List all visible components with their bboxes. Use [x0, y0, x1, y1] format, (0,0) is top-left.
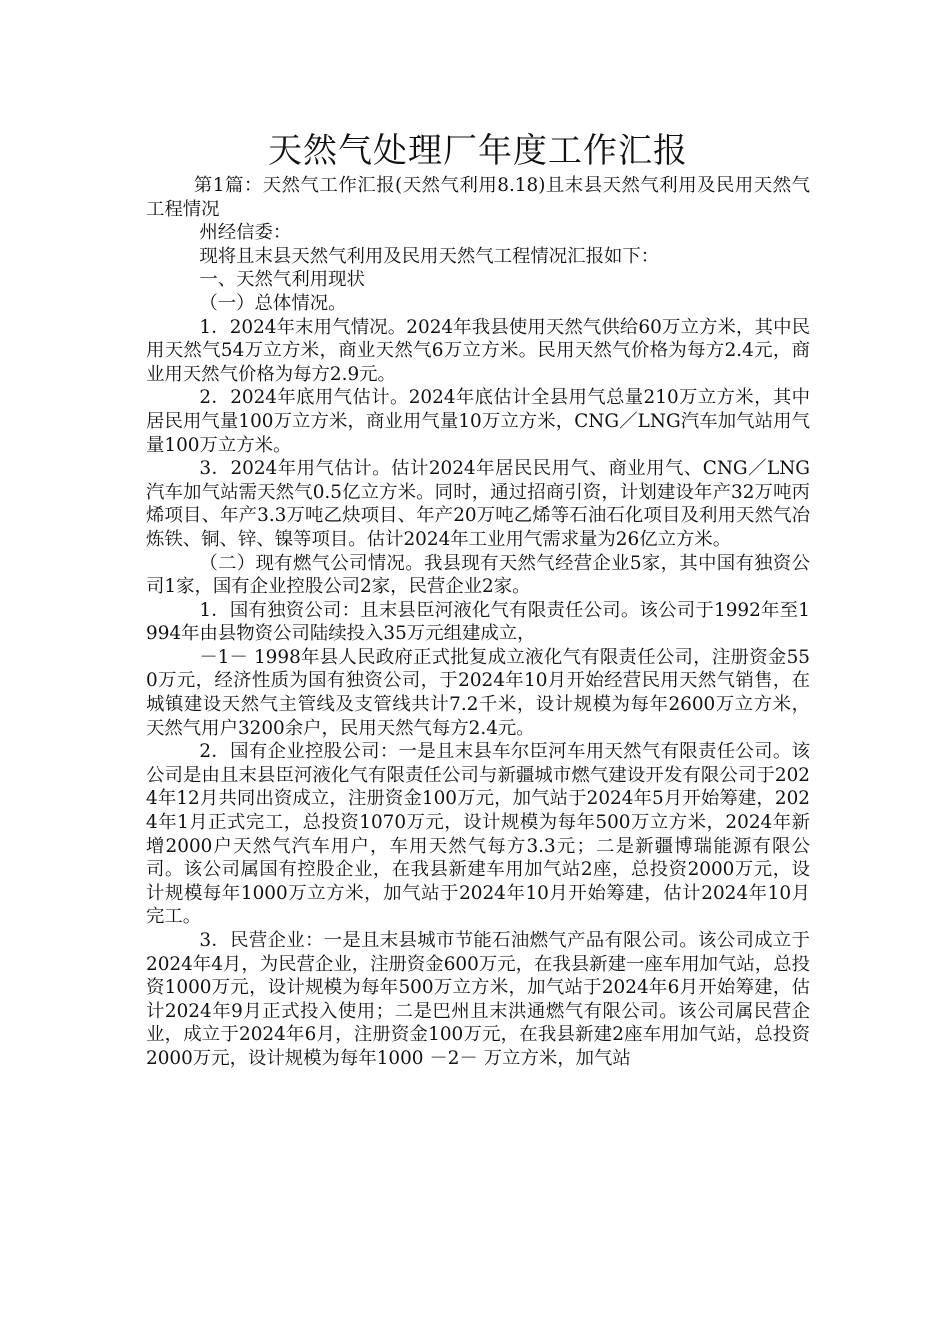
document-body: [146, 174, 810, 1071]
paragraph: 1．2024年末用气情况。2024年我县使用天然气供给60万立方米，其中民用天然气54万立方米，商业天然气6万立方米。民用天然气价格为每方2.4元，商业用天然气价格为每方2.9元。: [146, 316, 810, 385]
paragraph: 第1篇：天然气工作汇报(天然气利用8.18)且末县天然气利用及民用天然气工程情况: [146, 175, 810, 220]
paragraph: 3．2024年用气估计。估计2024年居民民用气、商业用气、CNG／LNG汽车加气站需天然气0.5亿立方米。同时，通过招商引资，计划建设年产32万吨丙烯项目、年产3.3万吨乙炔项目、年产20万吨乙烯等石油石化项目及利用天然气冶炼铁、铜、锌、镍等项目。估计2024年工业用气需求量为26亿立方米。: [146, 458, 810, 550]
paragraph: 现将且末县天然气利用及民用天然气工程情况汇报如下：: [199, 245, 660, 267]
paragraph: －1－ 1998年县人民政府正式批复成立液化气有限责任公司，注册资金550万元，经济性质为国有独资公司，于2024年10月开始经营民用天然气销售，在城镇建设天然气主管线及支管线共计7.2千米，设计规模为每年2600万立方米，天然气用户3200余户，民用天然气每方2.4元。: [146, 646, 810, 739]
paragraph: 2．国有企业控股公司：一是且末县车尔臣河车用天然气有限责任公司。该公司是由且末县臣河液化气有限责任公司与新疆城市燃气建设开发有限公司于2024年12月共同出资成立，注册资金100万元，加气站于2024年5月开始筹建，2024年1月正式完工，总投资1070万元，设计规模为每年500万立方米，2024年新增2000户天然气汽车用户，车用天然气每方3.3元；二是新疆博瑞能源有限公司。该公司属国有控股企业，在我县新建车用加气站2座，总投资2000万元，设计规模每年1000万立方米，加气站于2024年10月开始筹建，估计2024年10月完工。: [146, 741, 810, 928]
paragraph: 2．2024年底用气估计。2024年底估计全县用气总量210万立方米，其中居民用气量100万立方米，商业用气量10万立方米，CNG／LNG汽车加气站用气量100万立方米。: [146, 387, 810, 456]
paragraph: 3．民营企业：一是且末县城市节能石油燃气产品有限公司。该公司成立于2024年4月，为民营企业，注册资金600万元，在我县新建一座车用加气站，总投资1000万元，设计规模为每年500万立方米，加气站于2024年6月开始筹建，估计2024年9月正式投入使用；二是巴州且末洪通燃气有限公司。该公司属民营企业，成立于2024年6月，注册资金100万元，在我县新建2座车用加气站，总投资2000万元，设计规模为每年1000 －2－ 万立方米，加气站: [146, 930, 810, 1069]
paragraph: （一）总体情况。: [199, 292, 347, 314]
document-title: 天然气处理厂年度工作汇报: [268, 131, 688, 171]
paragraph: 1．国有独资公司：且末县臣河液化气有限责任公司。该公司于1992年至1994年由县物资公司陆续投入35万元组建成立，: [146, 599, 810, 645]
paragraph: （二）现有燃气公司情况。我县现有天然气经营企业5家，其中国有独资公司1家，国有企业控股公司2家，民营企业2家。: [146, 552, 810, 598]
paragraph: 一、天然气利用现状: [199, 269, 365, 291]
paragraph: 州经信委：: [199, 222, 292, 244]
